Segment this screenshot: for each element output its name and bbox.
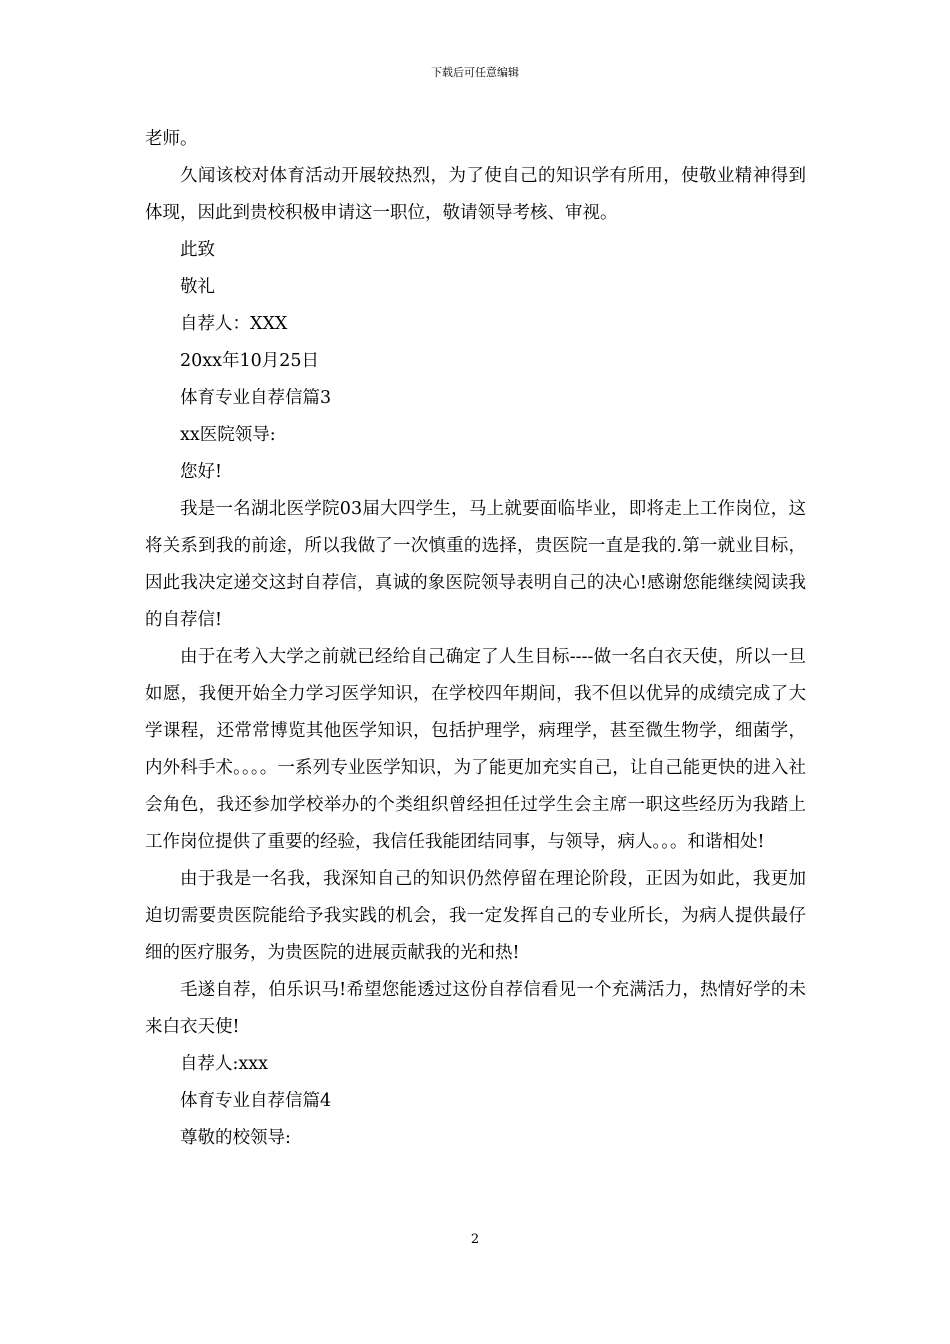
page-footer: [0, 1232, 950, 1248]
paragraph: 久闻该校对体育活动开展较热烈，为了使自己的知识学有所用，使敬业精神得到体现，因此到贵校积极申请这一职位，敬请领导考核、审视。: [145, 166, 806, 223]
section-title: 体育专业自荐信篇4: [180, 1091, 332, 1111]
document-body: [145, 121, 806, 1157]
paragraph: 由于在考入大学之前就已经给自己确定了人生目标----做一名白衣天使，所以一旦如愿，我便开始全力学习医学知识，在学校四年期间，我不但以优异的成绩完成了大学课程，还常常博览其他医学知识，包括护理学，病理学，甚至微生物学，细菌学，内外科手术。。。。一系列专业医学知识，为了能更加充实自己，让自己能更快的进入社会角色，我还参加学校举办的个类组织曾经担任过学生会主席一职这些经历为我踏上工作岗位提供了重要的经验，我信任我能团结同事，与领导，病人。。。和谐相处!: [145, 647, 806, 852]
page-header: [0, 66, 950, 80]
date-line: 20xx年10月25日: [180, 351, 320, 371]
greeting: 您好!: [180, 462, 223, 482]
signature-line: 自荐人：XXX: [180, 314, 288, 334]
salutation: 尊敬的校领导:: [180, 1128, 291, 1148]
closing-salutation: 敬礼: [180, 277, 215, 297]
paragraph: 老师。: [145, 129, 198, 149]
closing-salutation: 此致: [180, 240, 215, 260]
signature-line: 自荐人:xxx: [180, 1054, 269, 1074]
paragraph: 我是一名湖北医学院03届大四学生，马上就要面临毕业，即将走上工作岗位，这将关系到我的前途，所以我做了一次慎重的选择，贵医院一直是我的.第一就业目标，因此我决定递交这封自荐信，真诚的象医院领导表明自己的决心!感谢您能继续阅读我的自荐信!: [145, 499, 806, 630]
paragraph: 由于我是一名我，我深知自己的知识仍然停留在理论阶段，正因为如此，我更加迫切需要贵医院能给予我实践的机会，我一定发挥自己的专业所长，为病人提供最仔细的医疗服务，为贵医院的进展贡献我的光和热!: [145, 869, 806, 963]
paragraph: 毛遂自荐，伯乐识马!希望您能透过这份自荐信看见一个充满活力，热情好学的未来白衣天使!: [145, 980, 806, 1037]
header-note: 下载后可任意编辑: [431, 66, 519, 79]
salutation: xx医院领导:: [180, 425, 276, 445]
section-title: 体育专业自荐信篇3: [180, 388, 332, 408]
page-number: 2: [470, 1232, 480, 1247]
